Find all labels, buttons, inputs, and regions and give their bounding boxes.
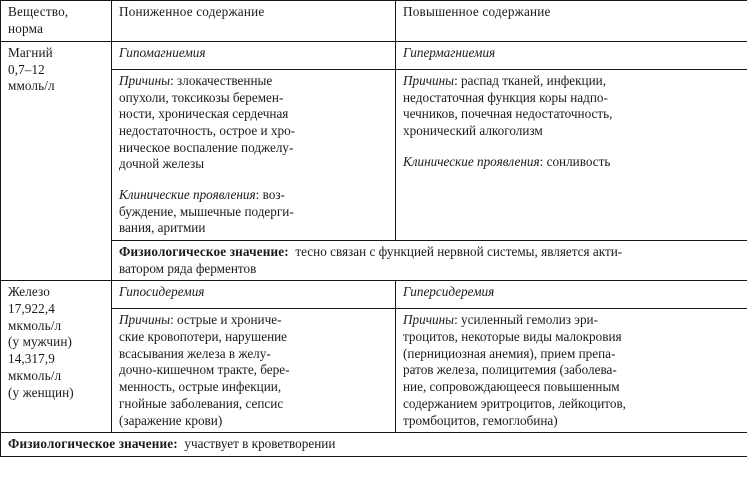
substance-norm-value-women: 14,317,9 [8,351,55,367]
text-lead-in: Причины [119,312,171,328]
physiological-label: Физиологическое значение: [8,436,178,452]
substance-name: Железо [8,284,50,300]
physiological-significance-magnesium [112,241,747,281]
physiological-rest: ватором ряда ферментов [119,260,257,276]
text-line: вания, аритмии [119,220,206,236]
causes-text [403,73,741,140]
text-line: Причины: распад тканей, инфекции, [403,73,607,88]
physiological-first-line: тесно связан с функцией нервной системы, является акти- [288,244,623,260]
substance-cell-magnesium [1,42,112,281]
header-increased-content: Повышенное содержание [396,1,747,42]
text-line: Причины: злокачественные [119,73,273,88]
condition-hypermagnesemia: Гипермагниемия [396,42,747,70]
text-line: недостаточность, острое и хро- [119,123,296,139]
header-substance-norm [1,1,112,42]
iron-high-details [396,309,747,433]
text-line: ратов железа, полицитемия (заболева- [403,362,617,378]
text-line: дочно-кишечном тракте, бере- [119,362,290,378]
physiological-label-and-text [8,436,741,453]
text-line: чечников, почечная недостаточность, [403,106,613,122]
text-line: Клинические проявления: воз- [119,186,285,202]
text-line: недостаточная функция коры надпо- [403,89,608,105]
text-lead-in: Причины [403,312,455,328]
text-line: всасывания железа в желу- [119,345,271,361]
text-line: ническое воспаление поджелу- [119,139,294,155]
substance-norm-unit-men: мкмоль/л [8,317,62,333]
condition-hypomagnesemia: Гипомагниемия [112,42,396,70]
table-row [1,281,747,309]
text-line: тромбоцитов, гемоглобина) [403,412,558,428]
substance-norm-note-women: (у женщин) [8,384,74,400]
causes-text [119,73,389,173]
substance-norm-value-men: 17,922,4 [8,301,55,317]
header-substance-line2: норма [8,20,44,36]
text-line: гнойные заболевания, сепсис [119,395,284,411]
condition-hyposideremia: Гипосидеремия [112,281,396,309]
table-row [1,70,747,241]
substance-cell-iron [1,281,112,433]
table-row [1,241,747,281]
condition-hypersideremia: Гиперсидеремия [396,281,747,309]
causes-text [403,312,741,429]
text-line: дочной железы [119,156,205,172]
text-line: (пернициозная анемия), прием препа- [403,345,616,361]
header-decreased-content: Пониженное содержание [112,1,396,42]
text-line: ские кровопотери, нарушение [119,329,288,345]
substance-norm-unit: ммоль/л [8,78,55,94]
causes-text [119,312,389,429]
text-line: содержанием эритроцитов, лейкоцитов, [403,395,626,411]
text-lead-in: Клинические проявления [119,186,256,202]
text-line: Причины: острые и хрониче- [119,312,282,328]
text-line: ние, сопровождающееся повышенным [403,379,620,395]
text-line: ности, хроническая сердечная [119,106,289,122]
physiological-significance-iron [1,433,747,457]
text-line: Причины: усиленный гемолиз эри- [403,312,599,328]
table-row [1,42,747,70]
table-row [1,433,747,457]
magnesium-high-details [396,70,747,241]
substance-name: Магний [8,45,53,60]
text-line: менность, острые инфекции, [119,379,282,395]
substance-norm-value: 0,7–12 [8,61,45,77]
text-lead-in: Причины [403,73,455,88]
substance-norm-unit-women: мкмоль/л [8,367,62,383]
magnesium-low-details [112,70,396,241]
clinical-text [403,154,741,171]
header-substance-line1: Вещество, [8,4,69,19]
text-line: буждение, мышечные подерги- [119,203,294,219]
text-line: троцитов, некоторые виды малокровия [403,329,622,345]
text-line: (заражение крови) [119,412,223,428]
clinical-text [119,187,389,237]
text-lead-in: Причины [119,73,171,88]
physiological-label: Физиологическое значение: [119,244,289,260]
text-lead-in: Клинические проявления [403,153,540,169]
text-line: хронический алкоголизм [403,123,543,139]
table-header-row [1,1,747,42]
iron-low-details [112,309,396,433]
table-row [1,309,747,433]
physiological-label-and-text [119,244,741,261]
text-line: Клинические проявления: сонливость [403,153,611,169]
physiological-first-line: участвует в кроветворении [177,436,336,452]
substance-norm-note-men: (у мужчин) [8,334,72,350]
text-line: опухоли, токсикозы беремен- [119,89,284,105]
